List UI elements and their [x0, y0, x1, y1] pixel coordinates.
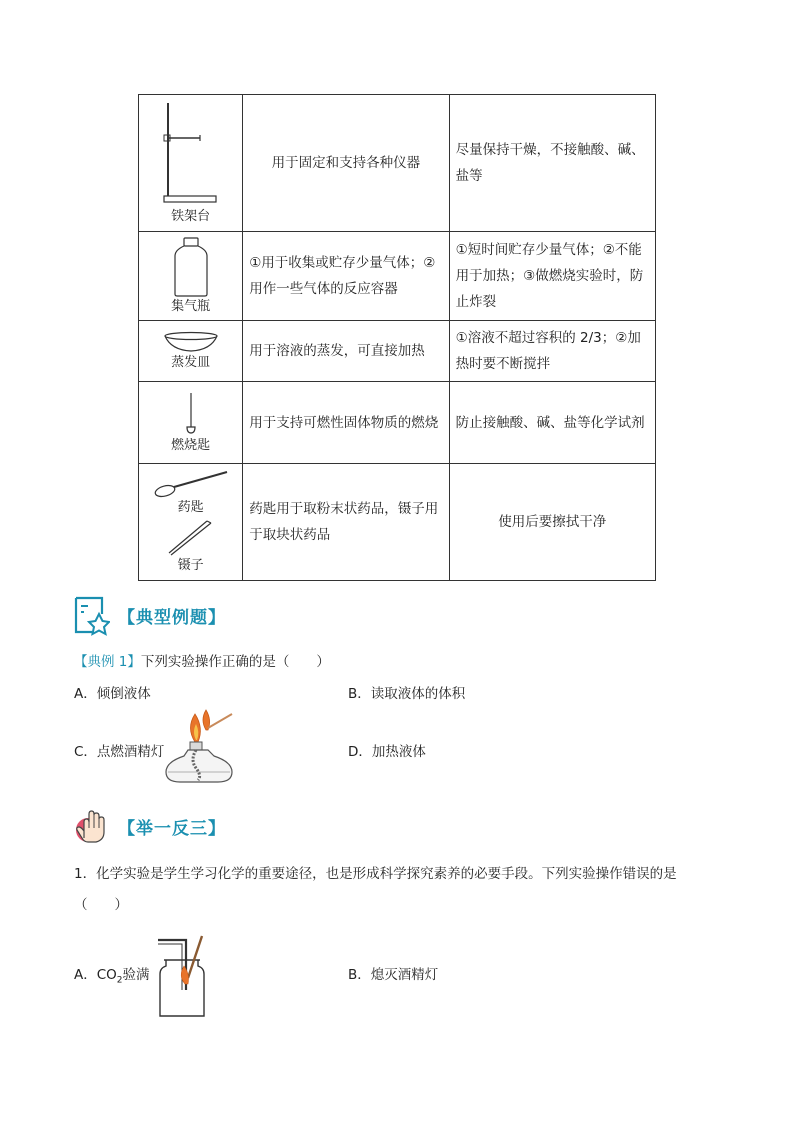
use-cell: 用于固定和支持各种仪器	[243, 95, 449, 232]
example-question-text: 下列实验操作正确的是（ ）	[140, 654, 330, 670]
note-cell: 防止接触酸、碱、盐等化学试剂	[449, 382, 655, 464]
exercise-answer-paren: （ ）	[74, 897, 128, 913]
section-header-examples	[72, 594, 226, 636]
caption-combustion-spoon: 燃烧匙	[171, 437, 211, 453]
caption-iron-stand: 铁架台	[171, 209, 211, 224]
example-tag: 【典例 1】	[74, 654, 141, 670]
section-title: 【典型例题】	[118, 607, 226, 628]
option-b: B．读取液体的体积	[348, 686, 466, 702]
co2-verification-icon	[152, 930, 214, 1020]
note-cell: ①溶液不超过容积的 2/3；②加热时要不断搅拌	[449, 321, 655, 382]
image-cell	[139, 464, 243, 581]
note-cell: 尽量保持干燥，不接触酸、碱、盐等	[449, 95, 655, 232]
evaporating-dish-icon	[161, 330, 221, 354]
medicine-spoon-icon	[151, 469, 231, 499]
section-title: 【举一反三】	[118, 818, 226, 839]
image-cell	[139, 382, 243, 464]
caption-medicine-spoon: 药匙	[177, 500, 204, 515]
section-header-practice	[72, 806, 226, 846]
option-a-prefix: A．CO	[74, 967, 117, 983]
image-cell	[139, 232, 243, 321]
alcohol-lamp-icon	[162, 706, 240, 786]
exercise-question: 1．化学实验是学生学习化学的重要途径，也是形成科学探究素养的必要手段。下列实验操作错误的是	[74, 866, 677, 882]
star-document-icon	[72, 594, 110, 636]
hand-icon	[72, 806, 112, 846]
image-cell	[139, 95, 243, 232]
use-cell: 用于溶液的蒸发，可直接加热	[243, 321, 449, 382]
caption-tweezers: 镊子	[177, 558, 204, 573]
iron-stand-icon	[156, 100, 226, 208]
table-row	[139, 232, 656, 321]
combustion-spoon-icon	[181, 391, 201, 437]
note-cell: 使用后要擦拭干净	[449, 464, 655, 581]
apparatus-table	[138, 94, 656, 581]
use-cell: 药匙用于取粉末状药品，镊子用于取块状药品	[243, 464, 449, 581]
caption-gas-bottle: 集气瓶	[171, 299, 211, 314]
tweezers-icon	[161, 517, 221, 557]
note-cell: ①短时间贮存少量气体；②不能用于加热；③做燃烧实验时，防止炸裂	[449, 232, 655, 321]
example-question	[74, 652, 330, 672]
exercise-option-a	[74, 965, 150, 991]
option-a-suffix: 验满	[122, 967, 150, 983]
image-cell	[139, 321, 243, 382]
table-row	[139, 382, 656, 464]
option-a: A．倾倒液体	[74, 686, 151, 702]
option-c: C．点燃酒精灯	[74, 744, 165, 760]
use-cell: 用于支持可燃性固体物质的燃烧	[243, 382, 449, 464]
table-row	[139, 95, 656, 232]
table-row	[139, 321, 656, 382]
use-cell: ①用于收集或贮存少量气体；②用作一些气体的反应容器	[243, 232, 449, 321]
option-d: D．加热液体	[348, 744, 426, 760]
option-a-subscript: 2	[116, 975, 123, 986]
exercise-option-b: B．熄灭酒精灯	[348, 967, 439, 983]
gas-bottle-icon	[171, 236, 211, 298]
caption-evaporating-dish: 蒸发皿	[171, 355, 211, 370]
table-row	[139, 464, 656, 581]
